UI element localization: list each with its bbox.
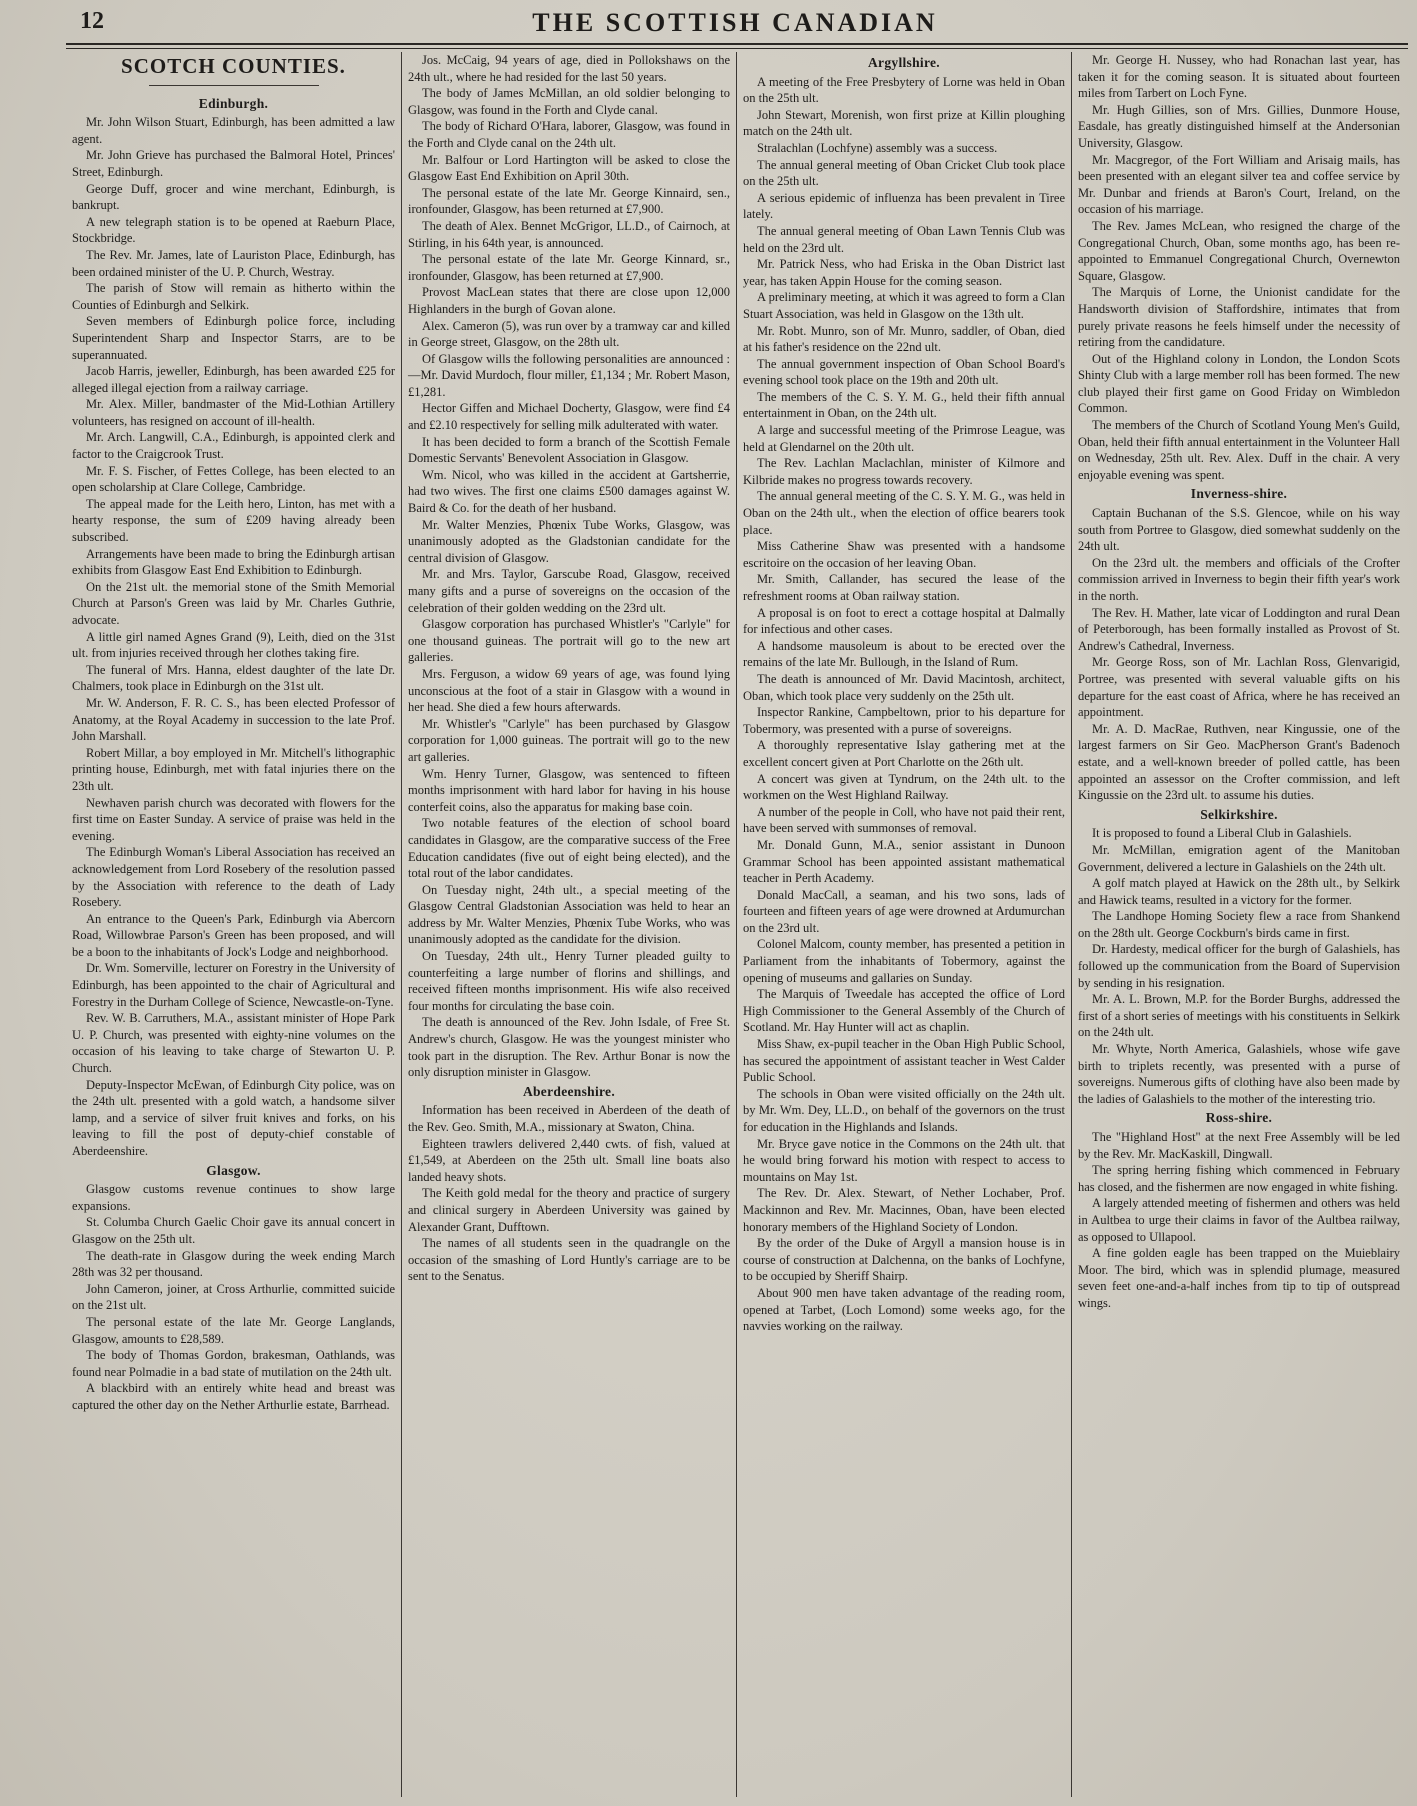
news-item: Mr. George Ross, son of Mr. Lachlan Ross, Glenvarigid, Portree, was presented with several valuable gifts on his departure for the east coast of Africa, where he has received an appointment.: [1078, 655, 1400, 720]
news-item: A number of the people in Coll, who have not paid their rent, have been served with summonses of removal.: [743, 804, 1065, 836]
news-item: A meeting of the Free Presbytery of Lorne was held in Oban on the 25th ult.: [743, 74, 1065, 106]
news-item: Inspector Rankine, Campbeltown, prior to his departure for Tobermory, was presented with a purse of sovereigns.: [743, 705, 1065, 736]
news-item: Rev. W. B. Carruthers, M.A., assistant minister of Hope Park U. P. Church, was presented with eighty-nine volumes on the occasion of his leaving to take charge of Stewarton U. P. Church.: [72, 1011, 395, 1076]
news-item: A largely attended meeting of fishermen and others was held in Aultbea to urge their claims in favor of the Aultbea railway, as opposed to Ullapool.: [1078, 1196, 1400, 1244]
news-item: Robert Millar, a boy employed in Mr. Mitchell's lithographic printing house, Edinburgh, met with fatal injuries there on the 23th ult.: [72, 745, 395, 793]
news-item: The body of Thomas Gordon, brakesman, Oathlands, was found near Polmadie in a bad state of mutilation on the 24th ult.: [72, 1348, 395, 1379]
news-item: The Rev. Dr. Alex. Stewart, of Nether Lochaber, Prof. Mackinnon and Rev. Mr. Macinnes, Oban, have been elected honorary members of the Highland Society of London.: [743, 1186, 1065, 1234]
news-item: Jos. McCaig, 94 years of age, died in Pollokshaws on the 24th ult., where he had resided for the last 50 years.: [408, 53, 730, 84]
news-item: The names of all students seen in the quadrangle on the occasion of the smashing of Lord Huntly's carriage are to be sent to the Senatus.: [408, 1236, 730, 1284]
news-item: Wm. Henry Turner, Glasgow, was sentenced to fifteen months imprisonment with hard labor for having in his house conterfeit coins, also the apparatus for making base coin.: [408, 766, 730, 814]
news-item: A golf match played at Hawick on the 28th ult., by Selkirk and Hawick teams, resulted in a victory for the former.: [1078, 876, 1400, 907]
news-item: The Rev. James McLean, who resigned the charge of the Congregational Church, Oban, some months ago, has been re-appointed to Emmanuel Congregational Church, Overnewton Square, Glasgow.: [1078, 218, 1400, 283]
news-item: A large and successful meeting of the Primrose League, was held at Glendarnel on the 20th ult.: [743, 423, 1065, 454]
news-item: Wm. Nicol, who was killed in the accident at Gartsherrie, had two wives. The first one claims £500 damages against W. Baird & Co. for the death of her husband.: [408, 467, 730, 516]
section-heading: Inverness-shire.: [1190, 486, 1288, 502]
news-item: An entrance to the Queen's Park, Edinburgh via Abercorn Road, Willowbrae Parson's Green has been proposed, and will be a boon to the inhabitants of Jock's Lodge and neighborhood.: [72, 911, 395, 959]
news-item: Mr. A. D. MacRae, Ruthven, near Kingussie, one of the largest farmers on Sir Geo. MacPherson Grant's Badenoch estate, and a well-known breeder of polled cattle, has been appointed an assessor on the Crofter commission, and left Kingussie on the 23rd ult. to assume his duties.: [1078, 721, 1400, 803]
news-item: A serious epidemic of influenza has been prevalent in Tiree lately.: [743, 190, 1065, 222]
news-item: A little girl named Agnes Grand (9), Leith, died on the 31st ult. from injuries received through her clothes taking fire.: [72, 629, 395, 661]
news-item: The Rev. H. Mather, late vicar of Loddington and rural Dean of Peterborough, has been formally installed as Provost of St. Andrew's Cathedral, Inverness.: [1078, 605, 1400, 653]
news-item: The funeral of Mrs. Hanna, eldest daughter of the late Dr. Chalmers, took place in Edinburgh on the 31st ult.: [72, 662, 395, 694]
page-number: 12: [80, 8, 104, 34]
news-item: Mr. John Grieve has purchased the Balmoral Hotel, Princes' Street, Edinburgh.: [72, 148, 395, 179]
news-item: Hector Giffen and Michael Docherty, Glasgow, were find £4 and £2.10 respectively for selling milk adulterated with water.: [408, 401, 730, 433]
news-item: The body of James McMillan, an old soldier belonging to Glasgow, was found in the Forth and Clyde canal.: [408, 86, 730, 117]
news-item: Mr. John Wilson Stuart, Edinburgh, has been admitted a law agent.: [72, 115, 395, 146]
header-rule: [66, 43, 1408, 45]
news-item: Mr. Walter Menzies, Phœnix Tube Works, Glasgow, was unanimously adopted as the Gladstonian candidate for the central division of Glasgow.: [408, 517, 730, 565]
news-item: A proposal is on foot to erect a cottage hospital at Dalmally for infectious and other cases.: [743, 605, 1065, 637]
news-item: Captain Buchanan of the S.S. Glencoe, while on his way south from Portree to Glasgow, died somewhat suddenly on the 24th ult.: [1078, 506, 1400, 554]
news-item: Mr. W. Anderson, F. R. C. S., has been elected Professor of Anatomy, at the Royal Academy in succession to the late Prof. John Marshall.: [72, 695, 395, 744]
news-item: It has been decided to form a branch of the Scottish Female Domestic Servants' Benevolent Association in Glasgow.: [408, 434, 730, 466]
news-item: The annual general meeting of Oban Lawn Tennis Club was held on the 23rd ult.: [743, 223, 1065, 255]
news-item: Provost MacLean states that there are close upon 12,000 Highlanders in the burgh of Govan alone.: [408, 285, 730, 316]
section-heading: Glasgow.: [206, 1162, 261, 1178]
news-item: Stralachlan (Lochfyne) assembly was a success.: [757, 140, 998, 155]
news-item: Mr. Balfour or Lord Hartington will be asked to close the Glasgow East End Exhibition on April 30th.: [408, 152, 730, 184]
news-item: Mr. Macgregor, of the Fort William and Arisaig mails, has been presented with an elegant silver tea and coffee service by Mr. Dunbar and friends at Baron's Court, Ireland, on the occasion of his marriage.: [1078, 152, 1400, 217]
section-heading: Argyllshire.: [868, 55, 940, 70]
news-item: The Keith gold medal for the theory and practice of surgery and clinical surgery in Aberdeen University was gained by Alexander Grant, Dufftown.: [408, 1186, 730, 1234]
news-item: A preliminary meeting, at which it was agreed to form a Clan Stuart Association, was held in Glasgow on the 13th ult.: [743, 290, 1065, 321]
news-item: John Stewart, Morenish, won first prize at Killin ploughing match on the 24th ult.: [743, 107, 1065, 139]
news-item: The personal estate of the late Mr. George Kinnaird, sen., ironfounder, Glasgow, has been returned at £7,900.: [408, 185, 730, 217]
news-columns: [66, 52, 1408, 1797]
column-2: [401, 52, 736, 1797]
section-heading: Selkirkshire.: [1200, 806, 1278, 822]
news-item: Mr. Patrick Ness, who had Eriska in the Oban District last year, has taken Appin House for the coming season.: [743, 257, 1065, 288]
news-item: Donald MacCall, a seaman, and his two sons, lads of fourteen and fifteen years of age were drowned at Ardumurchan on the 23rd ult.: [743, 887, 1065, 935]
news-item: The annual general meeting of Oban Cricket Club took place on the 25th ult.: [743, 157, 1065, 189]
news-item: Arrangements have been made to bring the Edinburgh artisan exhibits from Glasgow East End Exhibition to Edinburgh.: [72, 546, 395, 578]
news-item: A thoroughly representative Islay gathering met at the excellent concert given at Port Charlotte on the 26th ult.: [743, 738, 1065, 769]
news-item: Eighteen trawlers delivered 2,440 cwts. of fish, valued at £1,549, at Aberdeen on the 25th ult. Small line boats also landed heavy shots.: [408, 1136, 730, 1184]
news-item: Mr. Hugh Gillies, son of Mrs. Gillies, Dunmore House, Easdale, has greatly distinguished himself at the Andersonian University, Glasgow.: [1078, 102, 1400, 150]
news-item: The Marquis of Lorne, the Unionist candidate for the Handsworth division of Staffordshire, intimates that from purely private reasons he feels himself under the necessity of retiring from the candidature.: [1078, 285, 1400, 350]
news-item: Newhaven parish church was decorated with flowers for the first time on Easter Sunday. A service of praise was held in the evening.: [72, 795, 395, 843]
news-item: Glasgow corporation has purchased Whistler's "Carlyle" for one thousand guineas. The portrait will go to the new art galleries.: [408, 617, 730, 665]
news-item: About 900 men have taken advantage of the reading room, opened at Tarbet, (Loch Lomond) some weeks ago, for the navvies working on the railway.: [743, 1285, 1065, 1334]
news-item: It is proposed to found a Liberal Club in Galashiels.: [1092, 826, 1352, 841]
news-item: The death is announced of Mr. David Macintosh, architect, Oban, which took place very suddenly on the 25th ult.: [743, 671, 1065, 703]
news-item: Deputy-Inspector McEwan, of Edinburgh City police, was on the 24th ult. presented with a gold watch, a handsome silver lamp, and a service of silver fruit knives and forks, on his leaving to fill the post of deputy-chief constable of Aberdeenshire.: [72, 1077, 395, 1158]
news-item: Two notable features of the election of school board candidates in Glasgow, are the comparative success of the Free Education candidates (five out of eight being elected), and the total rout of the labor candidates.: [408, 816, 730, 881]
news-item: The Rev. Lachlan Maclachlan, minister of Kilmore and Kilbride makes no progress towards recovery.: [743, 456, 1065, 487]
news-item: The parish of Stow will remain as hitherto within the Counties of Edinburgh and Selkirk.: [72, 281, 395, 312]
news-item: Dr. Hardesty, medical officer for the burgh of Galashiels, has followed up the communication from the Board of Supervision by sending in his resignation.: [1078, 942, 1400, 990]
news-item: The schools in Oban were visited officially on the 24th ult. by Mr. Wm. Dey, LL.D., on behalf of the governors on the trust for education in the Highlands and Islands.: [743, 1086, 1065, 1134]
news-item: Mr. McMillan, emigration agent of the Manitoban Government, delivered a lecture in Galashiels on the 24th ult.: [1078, 842, 1400, 874]
news-item: A handsome mausoleum is about to be erected over the remains of the late Mr. Bullough, in the Island of Rum.: [743, 638, 1065, 670]
news-item: The members of the Church of Scotland Young Men's Guild, Oban, held their fifth annual entertainment in the Volunteer Hall on Wednesday, 25th ult. Rev. Alex. Duff in the chair. A very enjoyable evening was spent.: [1078, 418, 1400, 482]
news-item: Mr. F. S. Fischer, of Fettes College, has been elected to an open scholarship at Clare College, Cambridge.: [72, 463, 395, 495]
news-item: Mr. Whyte, North America, Galashiels, whose wife gave birth to triplets recently, was presented with a purse of sovereigns. Numerous gifts of clothing have also been made by the ladies of Galashiels to the mother of the interesting trio.: [1078, 1042, 1400, 1106]
section-heading: Aberdeenshire.: [522, 1083, 616, 1099]
news-item: A fine golden eagle has been trapped on the Muieblairy Moor. The bird, which was in splendid plumage, measured seven feet one-and-a-half inches from tip to tip of outspread wings.: [1078, 1246, 1400, 1310]
masthead: THE SCOTTISH CANADIAN: [532, 8, 938, 37]
section-heading: Ross-shire.: [1205, 1110, 1273, 1126]
news-item: Mr. Arch. Langwill, C.A., Edinburgh, is appointed clerk and factor to the Craigcrook Trust.: [72, 430, 395, 462]
news-item: John Cameron, joiner, at Cross Arthurlie, committed suicide on the 21st ult.: [72, 1281, 395, 1313]
news-item: The body of Richard O'Hara, laborer, Glasgow, was found in the Forth and Clyde canal on the 24th ult.: [408, 119, 730, 150]
news-item: George Duff, grocer and wine merchant, Edinburgh, is bankrupt.: [72, 181, 395, 213]
news-item: Seven members of Edinburgh police force, including Superintendent Sharp and Inspector Starrs, are to be superannuated.: [72, 314, 395, 362]
news-item: Mr. Robt. Munro, son of Mr. Munro, saddler, of Oban, died at his father's residence on the 22nd ult.: [743, 323, 1065, 355]
news-item: By the order of the Duke of Argyll a mansion house is in course of construction at Dalchenna, on the banks of Lochfyne, to be occupied by Sheriff Shairp.: [743, 1236, 1065, 1284]
news-item: A concert was given at Tyndrum, on the 24th ult. to the workmen on the West Highland Railway.: [743, 771, 1065, 803]
news-item: Mr. Donald Gunn, M.A., senior assistant in Dunoon Grammar School has been appointed assistant mathematical teacher in Perth Academy.: [743, 837, 1065, 886]
page-title: SCOTCH COUNTIES.: [121, 54, 346, 78]
news-item: The Marquis of Tweedale has accepted the office of Lord High Commissioner to the General Assembly of the Church of Scotland. Mr. Hay Hunter will act as chaplin.: [743, 987, 1065, 1035]
news-item: Mr. Smith, Callander, has secured the lease of the refreshment rooms at Oban railway station.: [743, 572, 1065, 603]
news-item: Mr. Whistler's "Carlyle" has been purchased by Glasgow corporation for 1,000 guineas. The portrait will go to the new art galleries.: [408, 716, 730, 764]
news-item: The personal estate of the late Mr. George Langlands, Glasgow, amounts to £28,589.: [72, 1314, 395, 1346]
header-rule-thin: [66, 48, 1408, 49]
news-item: The Rev. Mr. James, late of Lauriston Place, Edinburgh, has been ordained minister of the U. P. Church, Westray.: [72, 247, 395, 279]
news-item: Miss Shaw, ex-pupil teacher in the Oban High Public School, has secured the appointment of assistant teacher in West Calder Public School.: [743, 1037, 1065, 1085]
news-item: Alex. Cameron (5), was run over by a tramway car and killed in George street, Glasgow, on the 28th ult.: [408, 318, 730, 350]
news-item: Jacob Harris, jeweller, Edinburgh, has been awarded £25 for alleged illegal ejection from a railway carriage.: [72, 364, 395, 395]
news-item: Mr. George H. Nussey, who had Ronachan last year, has taken it for the coming season. It is situated about fourteen miles from Tarbert on Loch Fyne.: [1078, 53, 1400, 101]
news-item: A new telegraph station is to be opened at Raeburn Place, Stockbridge.: [72, 214, 395, 246]
news-item: The spring herring fishing which commenced in February has closed, and the fishermen are now engaged in white fishing.: [1078, 1163, 1400, 1194]
news-item: The death is announced of the Rev. John Isdale, of Free St. Andrew's church, Glasgow. He was the youngest minister who took part in the disruption. The Rev. Arthur Bonar is now the only disruption minister in Glasgow.: [408, 1015, 730, 1080]
news-item: Information has been received in Aberdeen of the death of the Rev. Geo. Smith, M.A., missionary at Swaton, China.: [408, 1103, 730, 1134]
title-underline: [149, 85, 319, 86]
news-item: Mr. and Mrs. Taylor, Garscube Road, Glasgow, received many gifts and a purse of sovereigns on the occasion of the celebration of their golden wedding on the 23rd ult.: [408, 567, 730, 615]
section-heading: Edinburgh.: [198, 95, 269, 111]
news-item: The Edinburgh Woman's Liberal Association has received an acknowledgement from Lord Rosebery of the resolution passed by the Association with reference to the death of Lady Rosebery.: [72, 845, 395, 910]
news-item: The annual government inspection of Oban School Board's evening school took place on the 19th and 20th ult.: [743, 356, 1065, 388]
column-1: [66, 52, 401, 1797]
news-item: On Tuesday, 24th ult., Henry Turner pleaded guilty to counterfeiting a large number of florins and shillings, and received fifteen months imprisonment. His wife also received four months for circulating the base coin.: [408, 949, 730, 1013]
news-item: Out of the Highland colony in London, the London Scots Shinty Club with a large member roll has been formed. The new club played their first game on Good Friday on Wimbledon Common.: [1078, 351, 1400, 416]
news-item: Mr. A. L. Brown, M.P. for the Border Burghs, addressed the first of a short series of meetings with his constituents in Selkirk on the 24th ult.: [1078, 992, 1400, 1040]
news-item: The members of the C. S. Y. M. G., held their fifth annual entertainment in Oban, on the 24th ult.: [743, 389, 1065, 421]
news-item: The personal estate of the late Mr. George Kinnard, sr., ironfounder, Glasgow, has been returned at £7,900.: [408, 252, 730, 283]
news-item: A blackbird with an entirely white head and breast was captured the other day on the Nether Arthurlie estate, Barrhead.: [72, 1381, 395, 1412]
news-item: The "Highland Host" at the next Free Assembly will be led by the Rev. Mr. MacKaskill, Dingwall.: [1078, 1130, 1400, 1161]
news-item: The death-rate in Glasgow during the week ending March 28th was 32 per thousand.: [72, 1248, 395, 1280]
news-item: On the 23rd ult. the members and officials of the Crofter commission arrived in Inverness to begin their fifth year's work in the north.: [1078, 555, 1400, 603]
news-item: The appeal made for the Leith hero, Linton, has met with a hearty response, the sum of £209 having already been subscribed.: [72, 496, 395, 545]
news-item: Mr. Alex. Miller, bandmaster of the Mid-Lothian Artillery volunteers, has resigned on account of ill-health.: [72, 397, 395, 428]
news-item: Dr. Wm. Somerville, lecturer on Forestry in the University of Edinburgh, has been appointed to the chair of Agricultural and Forestry in the Durham College of Science, Newcastle-on-Tyne.: [72, 961, 395, 1009]
news-item: On Tuesday night, 24th ult., a special meeting of the Glasgow Central Gladstonian Association was held to hear an address by Mr. Walter Menzies, Phœnix Tube Works, who was unanimously adopted as the candidate for the division.: [408, 882, 730, 947]
news-item: On the 21st ult. the memorial stone of the Smith Memorial Church at Parson's Green was laid by Mr. Charles Guthrie, advocate.: [72, 579, 395, 627]
news-item: The annual general meeting of the C. S. Y. M. G., was held in Oban on the 24th ult., when the election of office bearers took place.: [743, 489, 1065, 537]
news-item: Mrs. Ferguson, a widow 69 years of age, was found lying unconscious at the foot of a stair in Glasgow with a wound in her head. She died a few hours afterwards.: [408, 666, 730, 715]
news-item: The death of Alex. Bennet McGrigor, LL.D., of Cairnoch, at Stirling, in his 64th year, is announced.: [408, 218, 730, 250]
column-3: [736, 52, 1071, 1797]
news-item: Mr. Bryce gave notice in the Commons on the 24th ult. that he would bring forward his motion with respect to access to mountains on May 1st.: [743, 1136, 1065, 1184]
news-item: The Landhope Homing Society flew a race from Shankend on the 28th ult. George Cockburn's birds came in first.: [1078, 909, 1400, 940]
news-item: Glasgow customs revenue continues to show large expansions.: [72, 1182, 395, 1213]
news-item: Colonel Malcom, county member, has presented a petition in Parliament from the inhabitants of Tobermory, against the opening of museums and gallaries on Sunday.: [743, 937, 1065, 985]
column-4: [1071, 52, 1406, 1797]
page-header: [60, 8, 1410, 38]
news-item: Miss Catherine Shaw was presented with a handsome escritoire on the occasion of her leaving Oban.: [743, 539, 1065, 570]
news-item: St. Columba Church Gaelic Choir gave its annual concert in Glasgow on the 25th ult.: [72, 1215, 395, 1246]
news-item: Of Glasgow wills the following personalities are announced :—Mr. David Murdoch, flour miller, £1,134 ; Mr. Robert Mason, £1,281.: [408, 351, 730, 399]
